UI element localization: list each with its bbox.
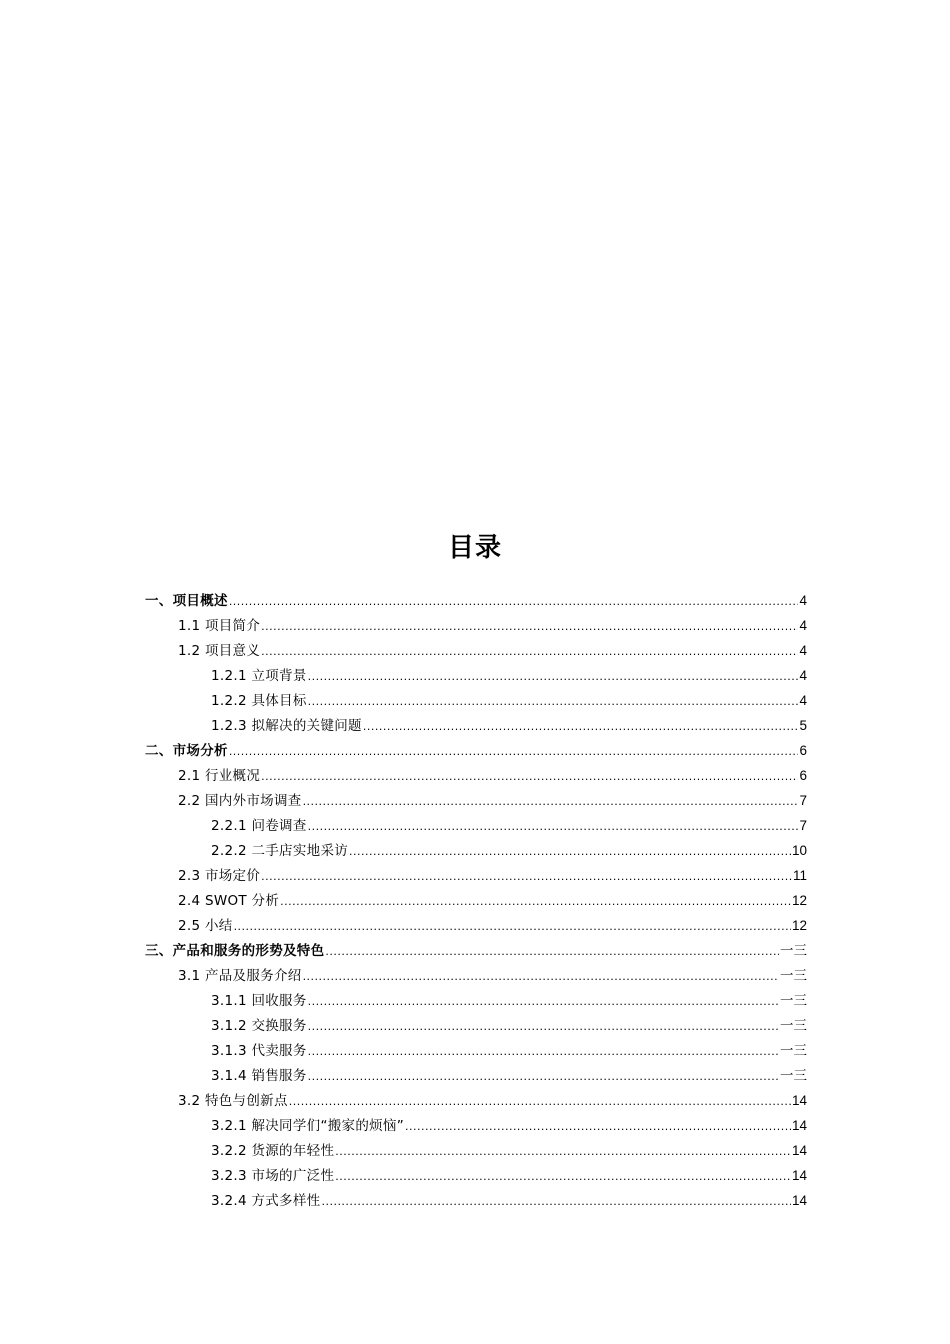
dot-leader: [308, 689, 799, 714]
dot-leader: [303, 789, 799, 814]
toc-entry-label: 三、产品和服务的形势及特色: [145, 943, 325, 959]
toc-entry-label: 3.1.2 交换服务: [211, 1018, 307, 1034]
dot-leader: [308, 1039, 779, 1064]
toc-entry-label: 2.4 SWOT 分析: [178, 893, 280, 909]
toc-entry-page-number: 一三: [780, 943, 807, 958]
dot-leader: [325, 939, 779, 964]
toc-entry[interactable]: [145, 1038, 807, 1063]
dot-leader: [308, 1014, 779, 1039]
toc-entry-page-number: 5: [799, 718, 807, 733]
dot-leader: [321, 1189, 791, 1214]
toc-title: 目录: [447, 533, 502, 563]
dot-leader: [308, 664, 799, 689]
toc-entry[interactable]: [145, 1138, 807, 1163]
dot-leader: [363, 714, 799, 739]
toc-entry-label: 3.1.1 回收服务: [211, 993, 307, 1009]
toc-entry-label: 3.2.1 解决同学们“搬家的烦恼”: [211, 1118, 405, 1134]
toc-entry[interactable]: [145, 888, 807, 913]
toc-entry-page-number: 一三: [780, 1018, 807, 1033]
toc-entry-page-number: 7: [799, 793, 807, 808]
toc-entry[interactable]: [145, 763, 807, 788]
toc-entry[interactable]: [145, 1013, 807, 1038]
toc-entry-page-number: 6: [799, 743, 807, 758]
toc-entry-label: 1.1 项目简介: [178, 618, 261, 634]
toc-entry-page-number: 4: [799, 643, 807, 658]
toc-entry-label: 3.2.2 货源的年轻性: [211, 1143, 335, 1159]
toc-entry-page-number: 10: [791, 843, 807, 858]
toc-entry-label: 2.2 国内外市场调查: [178, 793, 302, 809]
toc-entry[interactable]: [145, 738, 807, 763]
dot-leader: [280, 889, 791, 914]
toc-entry-label: 2.3 市场定价: [178, 868, 261, 884]
toc-entry[interactable]: [145, 988, 807, 1013]
toc-entry[interactable]: [145, 963, 807, 988]
dot-leader: [289, 1089, 791, 1114]
toc-entry[interactable]: [145, 1088, 807, 1113]
dot-leader: [261, 864, 792, 889]
toc-entry[interactable]: [145, 863, 807, 888]
toc-entry-label: 二、市场分析: [145, 743, 228, 759]
toc-entry[interactable]: [145, 663, 807, 688]
toc-entry-label: 3.2.4 方式多样性: [211, 1193, 321, 1209]
toc-entry-page-number: 14: [791, 1118, 807, 1133]
toc-entry[interactable]: [145, 713, 807, 738]
toc-entry-page-number: 4: [799, 618, 807, 633]
toc-entry-page-number: 11: [792, 868, 807, 883]
toc-entry-page-number: 12: [791, 918, 807, 933]
toc-entry-page-number: 14: [791, 1093, 807, 1108]
toc-entry-page-number: 一三: [780, 968, 807, 983]
toc-entry[interactable]: [145, 838, 807, 863]
toc-entry-page-number: 14: [791, 1168, 807, 1183]
toc-entry-label: 2.5 小结: [178, 918, 233, 934]
dot-leader: [234, 914, 791, 939]
dot-leader: [261, 639, 798, 664]
toc-entry-label: 1.2.3 拟解决的关键问题: [211, 718, 362, 734]
toc-entry[interactable]: [145, 1163, 807, 1188]
dot-leader: [349, 839, 791, 864]
dot-leader: [405, 1114, 791, 1139]
toc-entry-label: 3.1.3 代卖服务: [211, 1043, 307, 1059]
toc-entry[interactable]: [145, 1188, 807, 1213]
toc-entry-label: 1.2.1 立项背景: [211, 668, 307, 684]
toc-entry-label: 3.2 特色与创新点: [178, 1093, 288, 1109]
dot-leader: [308, 1064, 779, 1089]
toc-entry-page-number: 一三: [780, 1068, 807, 1083]
toc-entry[interactable]: [145, 688, 807, 713]
toc-entry-page-number: 一三: [780, 1043, 807, 1058]
toc-entry-label: 1.2 项目意义: [178, 643, 261, 659]
toc-entry-label: 3.1.4 销售服务: [211, 1068, 307, 1084]
toc-entry-label: 3.2.3 市场的广泛性: [211, 1168, 335, 1184]
toc-entry-page-number: 7: [799, 818, 807, 833]
toc-entry-page-number: 14: [791, 1193, 807, 1208]
dot-leader: [261, 764, 798, 789]
dot-leader: [308, 989, 779, 1014]
toc-entry[interactable]: [145, 1063, 807, 1088]
toc-entry[interactable]: [145, 788, 807, 813]
toc-entry[interactable]: [145, 938, 807, 963]
toc-entry-page-number: 4: [799, 693, 807, 708]
dot-leader: [308, 814, 799, 839]
toc-entry[interactable]: [145, 613, 807, 638]
toc-entry-page-number: 6: [799, 768, 807, 783]
toc-entry[interactable]: [145, 1113, 807, 1138]
toc-entry[interactable]: [145, 813, 807, 838]
toc-entry[interactable]: [145, 913, 807, 938]
toc-entry-label: 2.1 行业概况: [178, 768, 261, 784]
dot-leader: [261, 614, 798, 639]
table-of-contents: [145, 588, 807, 1213]
toc-entry[interactable]: [145, 638, 807, 663]
toc-entry-label: 2.2.1 问卷调查: [211, 818, 307, 834]
toc-entry-label: 3.1 产品及服务介绍: [178, 968, 302, 984]
toc-entry-page-number: 4: [799, 593, 807, 608]
toc-entry-page-number: 14: [791, 1143, 807, 1158]
toc-entry-label: 2.2.2 二手店实地采访: [211, 843, 349, 859]
dot-leader: [229, 589, 799, 614]
toc-entry[interactable]: [145, 588, 807, 613]
toc-entry-label: 一、项目概述: [145, 593, 228, 609]
dot-leader: [229, 739, 799, 764]
dot-leader: [303, 964, 779, 989]
toc-entry-label: 1.2.2 具体目标: [211, 693, 307, 709]
toc-entry-page-number: 4: [799, 668, 807, 683]
dot-leader: [335, 1139, 791, 1164]
toc-entry-page-number: 12: [791, 893, 807, 908]
toc-entry-page-number: 一三: [780, 993, 807, 1008]
dot-leader: [335, 1164, 791, 1189]
